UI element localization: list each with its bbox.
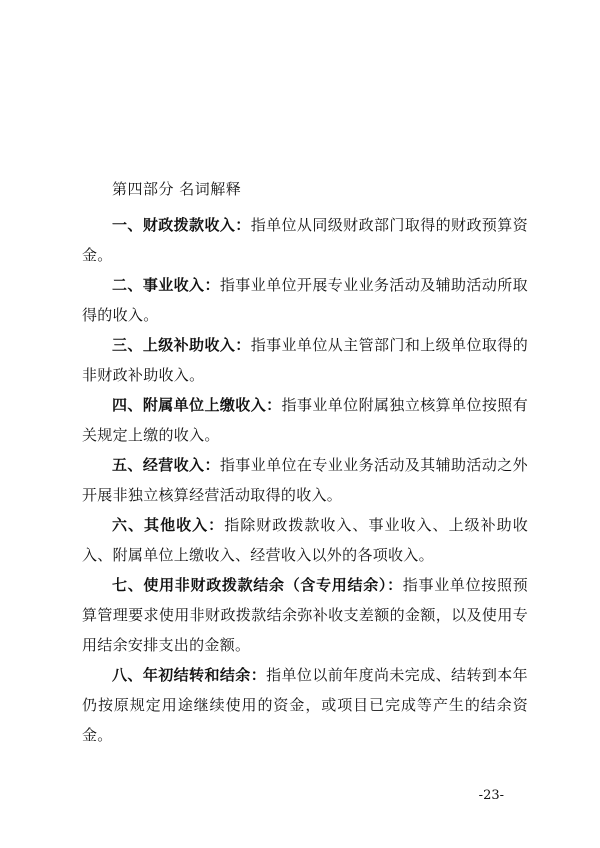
glossary-entry <box>82 270 528 330</box>
glossary-entry <box>82 450 528 510</box>
glossary-entry <box>82 330 528 390</box>
section-title: 第四部分 名词解释 <box>112 180 242 198</box>
glossary-definition: 指事业单位附属独立核算单位按照有关规定上缴的收入。 <box>82 396 528 444</box>
glossary-term: 八、年初结转和结余： <box>112 666 267 684</box>
glossary-term: 六、其他收入： <box>112 516 225 534</box>
glossary-definition: 指事业单位在专业业务活动及其辅助活动之外开展非独立核算经营活动取得的收入。 <box>82 456 528 504</box>
glossary-term: 二、事业收入： <box>112 276 220 294</box>
glossary-definition: 指事业单位从主管部门和上级单位取得的非财政补助收入。 <box>82 336 528 384</box>
glossary-definition: 指除财政拨款收入、事业收入、上级补助收入、附属单位上缴收入、经营收入以外的各项收入。 <box>82 516 528 564</box>
glossary-term: 五、经营收入： <box>112 456 220 474</box>
glossary-definition: 指事业单位按照预算管理要求使用非财政拨款结余弥补收支差额的金额，以及使用专用结余安排支出的金额。 <box>82 576 528 654</box>
glossary-term: 四、附属单位上缴收入： <box>112 396 282 414</box>
glossary-term: 三、上级补助收入： <box>112 336 251 354</box>
glossary-term: 七、使用非财政拨款结余（含专用结余）： <box>112 576 403 594</box>
glossary-entry <box>82 510 528 570</box>
page-number: -23- <box>478 788 504 803</box>
glossary-entry <box>82 390 528 450</box>
glossary-term: 一、财政拨款收入： <box>112 216 251 234</box>
glossary-definition: 指单位从同级财政部门取得的财政预算资金。 <box>82 216 528 264</box>
glossary-entry <box>82 210 528 270</box>
glossary-list <box>82 210 528 750</box>
glossary-definition: 指单位以前年度尚未完成、结转到本年仍按原规定用途继续使用的资金，或项目已完成等产生的结余资金。 <box>82 666 528 744</box>
glossary-definition: 指事业单位开展专业业务活动及辅助活动所取得的收入。 <box>82 276 528 324</box>
glossary-entry <box>82 660 528 750</box>
glossary-entry <box>82 570 528 660</box>
